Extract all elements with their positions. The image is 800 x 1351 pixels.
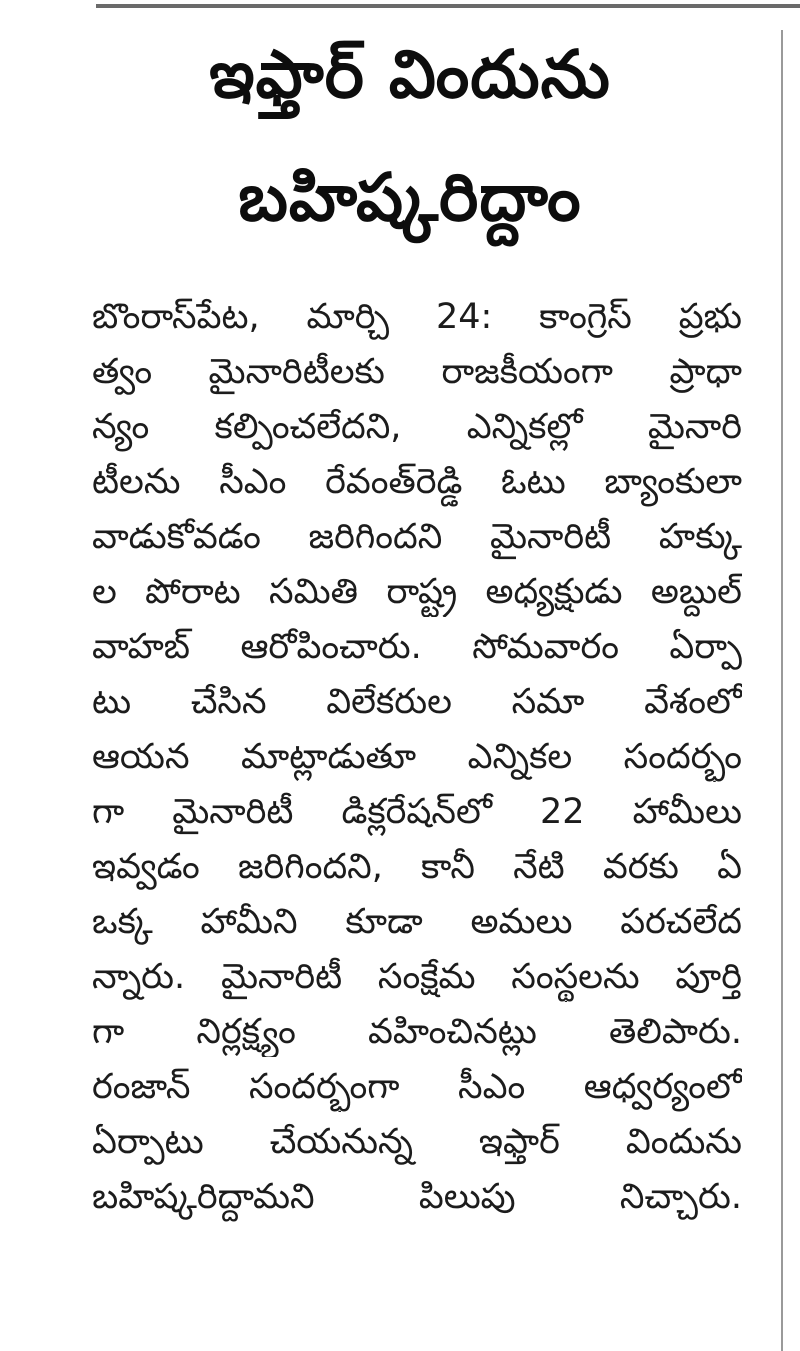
top-column-rule [96,4,800,8]
body-line-15: రంజాన్ సందర్భంగా సీఎం ఆధ్వర్యంలో [92,1067,742,1107]
body-line-17: బహిష్కరిద్దామని పిలుపు నిచ్చారు. [92,1177,742,1217]
body-line-7: వాహబ్ ఆరోపించారు. సోమవారం ఏర్పా [92,627,742,667]
body-line-3: న్యం కల్పించలేదని, ఎన్నికల్లో మైనారి [92,407,742,447]
body-line-11: ఇవ్వడం జరిగిందని, కానీ నేటి వరకు ఏ [92,847,742,887]
headline-line-2: బహిష్కరిద్దాం [238,159,582,236]
body-line-14: గా నిర్లక్ష్యం వహించినట్లు తెలిపారు. [92,1012,742,1052]
body-line-1: బొంరాస్‌పేట, మార్చి 24: కాంగ్రెస్ ప్రభు [92,297,742,337]
body-line-13: న్నారు. మైనారిటీ సంక్షేమ సంస్థలను పూర్తి [92,957,742,997]
headline-line-1: ఇఫ్తార్ విందును [209,36,611,113]
body-line-6: ల పోరాట సమితి రాష్ట్ర అధ్యక్షుడు అబ్దుల్ [92,572,742,612]
right-column-rule [781,30,783,1351]
body-line-9: ఆయన మాట్లాడుతూ ఎన్నికల సందర్భం [92,737,742,777]
body-line-12: ఒక్క హామీని కూడా అమలు పరచలేద [92,902,742,942]
body-line-8: టు చేసిన విలేకరుల సమా వేశంలో [92,682,742,722]
body-line-10: గా మైనారిటీ డిక్లరేషన్‌లో 22 హామీలు [92,792,742,832]
body-line-5: వాడుకోవడం జరిగిందని మైనారిటీ హక్కు [92,517,742,557]
body-line-16: ఏర్పాటు చేయనున్న ఇఫ్తార్ విందును [92,1122,742,1162]
body-line-2: త్వం మైనారిటీలకు రాజకీయంగా ప్రాధా [92,352,742,392]
body-line-4: టీలను సీఎం రేవంత్‌రెడ్డి ఓటు బ్యాంకులా [92,462,742,502]
